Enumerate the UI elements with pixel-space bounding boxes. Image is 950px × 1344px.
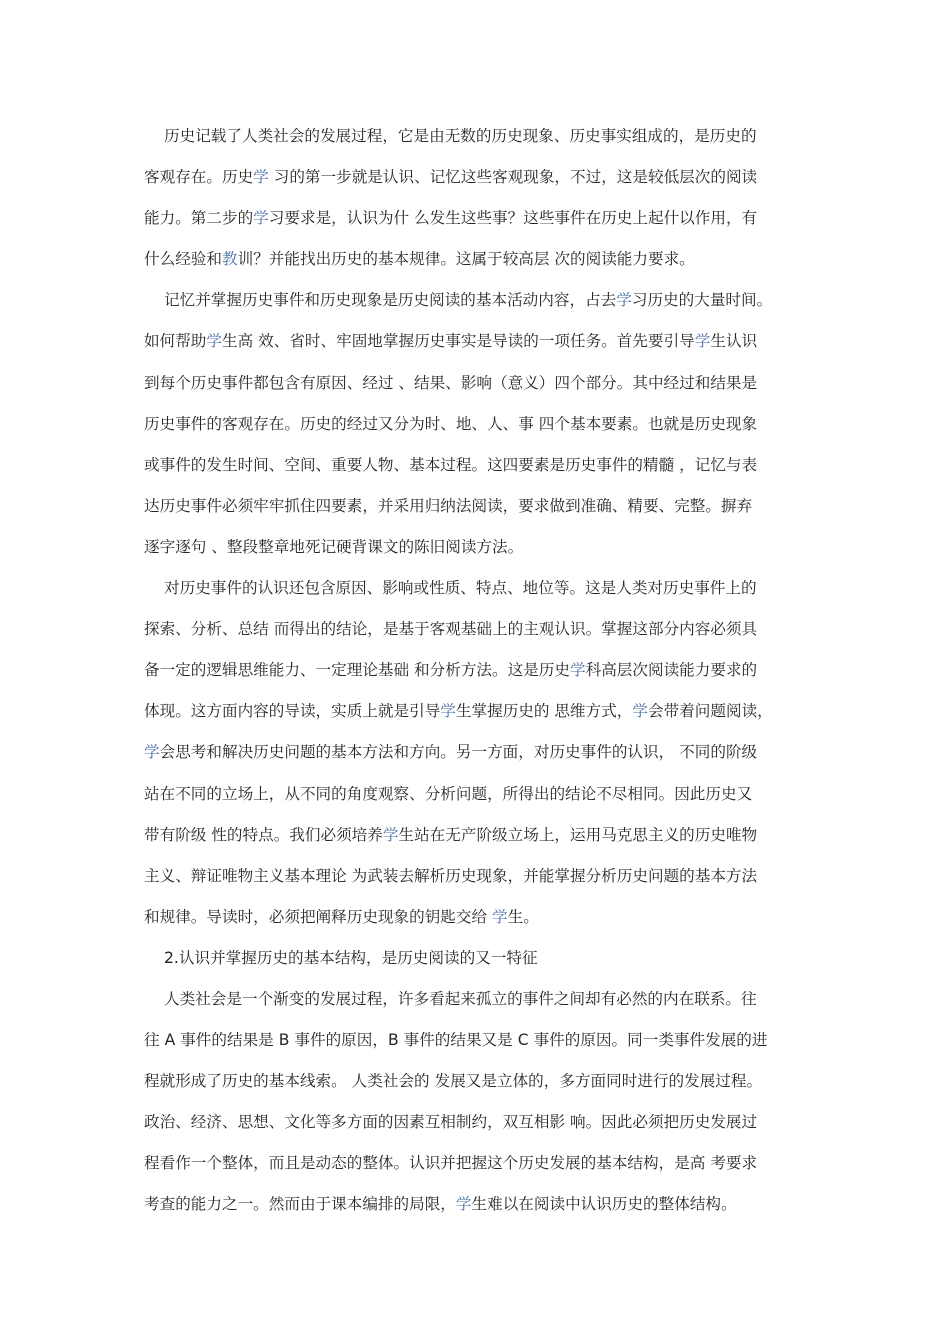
text-segment: 历史记载了人类社会的发展过程，它是由无数的历史现象、历史事实组成的，是历史的: [164, 127, 757, 145]
text-segment: 对历史事件的认识还包含原因、影响或性质、特点、地位等。这是人类对历史事件上的: [164, 579, 757, 598]
text-segment: 习要求是，认识为什 么发生这些事？这些事件在历史上起什以作用，有: [268, 209, 758, 228]
paragraph-line: [144, 697, 808, 738]
text-segment: 生掌握历史的 思维方式，: [455, 702, 633, 721]
paragraph-line: [144, 369, 808, 410]
paragraph-line: [144, 492, 808, 533]
highlighted-text: 学: [455, 1195, 472, 1214]
paragraph-line: [144, 451, 808, 492]
text-segment: C: [517, 1031, 529, 1050]
text-segment: 达历史事件必须牢牢抓住四要素，并采用归纳法阅读，要求做到准确、精要、完整。摒弃: [144, 496, 753, 515]
paragraph-first-line: [144, 286, 808, 327]
text-segment: 习的第一步就是认识、记忆这些客观现象，不过，这是较低层次的阅读: [268, 168, 758, 187]
text-segment: 生。: [507, 907, 539, 926]
document-body: [144, 122, 808, 1232]
text-segment: 程看作一个整体，而且是动态的整体。认识并把握这个历史发展的基本结构，是高 考要求: [144, 1154, 758, 1173]
paragraph-line: [144, 738, 808, 779]
text-segment: 生难以在阅读中认识历史的整体结构。: [471, 1195, 737, 1214]
text-segment: 能力。第二步的: [144, 209, 254, 228]
text-segment: 记忆并掌握历史事件和历史现象是历史阅读的基本活动内容，占去: [164, 291, 617, 310]
highlighted-text: 学: [492, 907, 508, 926]
highlighted-text: 学: [206, 332, 222, 351]
highlighted-text: 学: [253, 209, 269, 228]
text-segment: 政治、经济、思想、文化等多方面的因素互相制约，双互相影 响。因此必须把历史发展过: [144, 1113, 758, 1132]
highlighted-text: 学: [382, 825, 399, 844]
paragraph-line: [144, 615, 808, 656]
text-segment: 历史事件的客观存在。历史的经过又分为时、地、人、事 四个基本要素。也就是历史现象: [144, 414, 758, 433]
paragraph-line: [144, 410, 808, 451]
text-segment: 会思考和解决历史问题的基本方法和方向。另一方面，对历史事件的认识， 不同的阶级: [159, 743, 758, 762]
paragraph-line: [144, 821, 808, 862]
text-segment: 2.: [164, 948, 179, 967]
highlighted-text: 学: [253, 168, 269, 187]
highlighted-text: 学: [616, 291, 632, 310]
text-segment: 科高层次阅读能力要求的: [585, 661, 758, 680]
text-segment: A: [164, 1031, 176, 1050]
text-segment: 什么经验和: [144, 250, 222, 269]
text-segment: 客观存在。历史: [144, 168, 254, 187]
text-segment: 事件的结果是: [175, 1031, 279, 1050]
text-segment: 习历史的大量时间。: [631, 291, 773, 310]
text-segment: 事件的原因。同一类事件发展的进: [528, 1031, 768, 1050]
paragraph-line: [144, 862, 808, 903]
paragraph-line: [144, 1149, 808, 1190]
highlighted-text: 学: [440, 702, 456, 721]
paragraph-first-line: [144, 574, 808, 615]
text-segment: 生高 效、省时、牢固地掌握历史事实是导读的一项任务。首先要引导: [222, 332, 695, 351]
text-segment: B: [387, 1031, 399, 1050]
text-segment: 会带着问题阅读，: [648, 702, 773, 721]
text-segment: 人类社会是一个渐变的发展过程，许多看起来孤立的事件之间却有必然的内在联系。往: [164, 989, 757, 1008]
paragraph-line: [144, 327, 808, 368]
text-segment: 探索、分析、总结 而得出的结论，是基于客观基础上的主观认识。掌握这部分内容必须具: [144, 620, 758, 639]
paragraph-line: [144, 245, 808, 286]
text-segment: 备一定的逻辑思维能力、一定理论基础 和分析方法。这是历史: [144, 661, 570, 680]
paragraph-line: [144, 780, 808, 821]
paragraph-line: [144, 1026, 808, 1067]
paragraph-first-line: [144, 944, 808, 985]
paragraph-line: [144, 1108, 808, 1149]
highlighted-text: 学: [632, 702, 649, 721]
text-segment: 主义、辩证唯物主义基本理论 为武装去解析历史现象，并能掌握分析历史问题的基本方法: [144, 866, 758, 885]
highlighted-text: 学: [694, 332, 711, 351]
paragraph-line: [144, 204, 808, 245]
paragraph-line: [144, 533, 808, 574]
text-segment: B: [278, 1031, 290, 1050]
text-segment: 站在不同的立场上，从不同的角度观察、分析问题，所得出的结论不尽相同。因此历史又: [144, 784, 753, 803]
text-segment: 认识并掌握历史的基本结构，是历史阅读的又一特征: [178, 948, 538, 967]
text-segment: 程就形成了历史的基本线索。 人类社会的 发展又是立体的，多方面同时进行的发展过程。: [144, 1072, 763, 1091]
paragraph-line: [144, 903, 808, 944]
paragraph-line: [144, 656, 808, 697]
text-segment: 考查的能力之一。然而由于课本编排的局限，: [144, 1195, 456, 1214]
text-segment: 往: [144, 1031, 165, 1050]
text-segment: 事件的结果又是: [398, 1031, 518, 1050]
text-segment: 到每个历史事件都包含有原因、经过 、结果、影响（意义）四个部分。其中经过和结果是: [144, 373, 758, 392]
text-segment: 事件的原因，: [289, 1031, 388, 1050]
highlighted-text: 教: [221, 250, 238, 269]
text-segment: 和规律。导读时，必须把阐释历史现象的钥匙交给: [144, 907, 493, 926]
paragraph-first-line: [144, 985, 808, 1026]
text-segment: 生站在无产阶级立场上，运用马克思主义的历史唯物: [398, 825, 758, 844]
text-segment: 带有阶级 性的特点。我们必须培养: [144, 825, 383, 844]
paragraph-line: [144, 163, 808, 204]
highlighted-text: 学: [144, 743, 160, 762]
text-segment: 训？并能找出历史的基本规律。这属于较高层 次的阅读能力要求。: [237, 250, 695, 269]
highlighted-text: 学: [570, 661, 586, 680]
text-segment: 如何帮助: [144, 332, 207, 351]
text-segment: 生认识: [710, 332, 758, 351]
paragraph-line: [144, 1190, 808, 1231]
text-segment: 或事件的发生时间、空间、重要人物、基本过程。这四要素是历史事件的精髓 ，记忆与表: [144, 455, 758, 474]
paragraph-first-line: [144, 122, 808, 163]
text-segment: 逐字逐句 、整段整章地死记硬背课文的陈旧阅读方法。: [144, 537, 524, 556]
text-segment: 体现。这方面内容的导读，实质上就是引导: [144, 702, 441, 721]
paragraph-line: [144, 1067, 808, 1108]
